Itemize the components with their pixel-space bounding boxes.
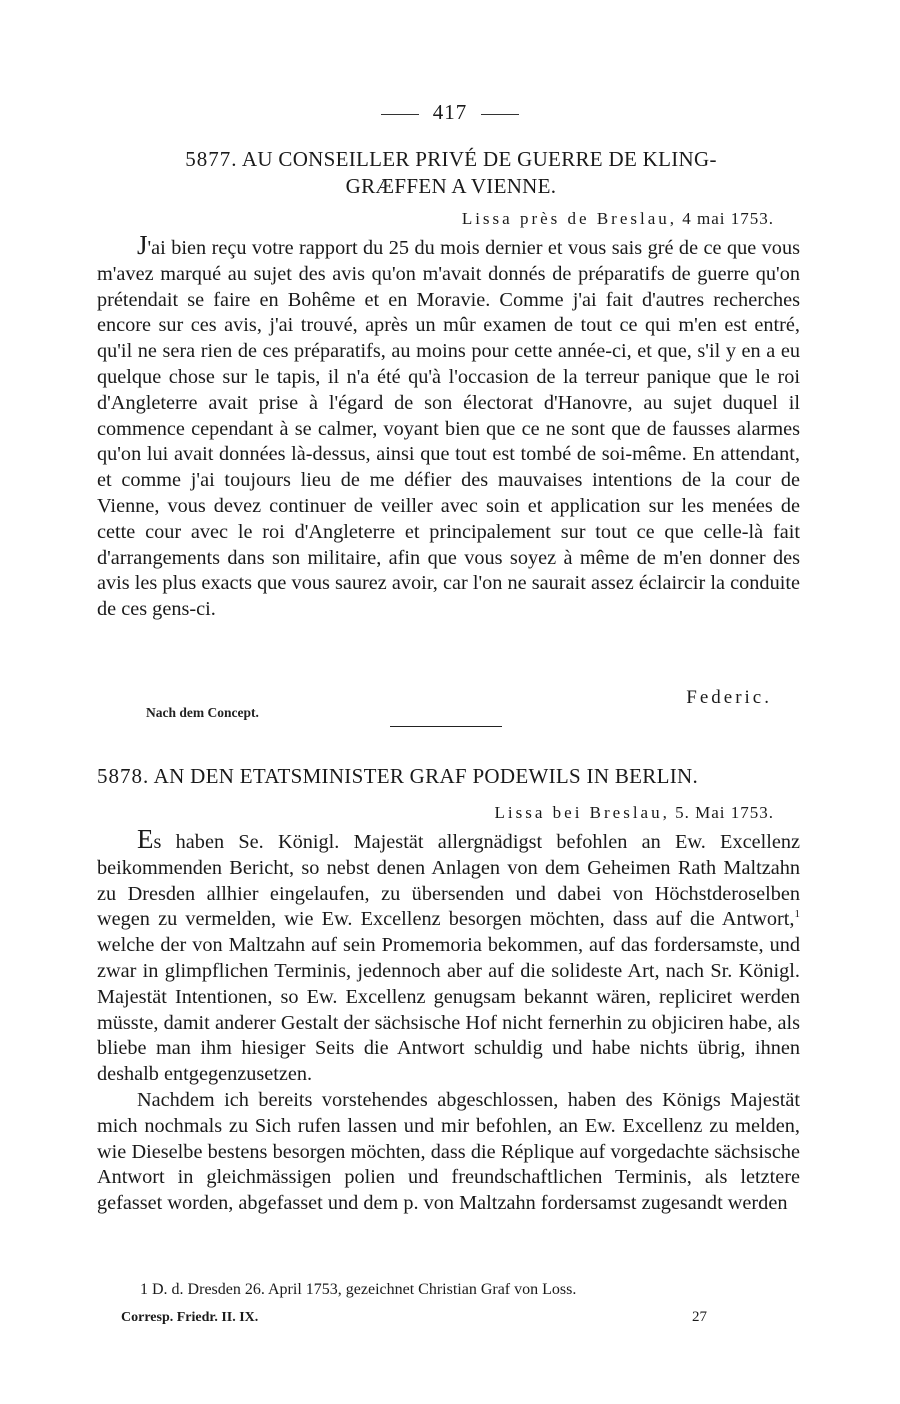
letter2-number: 5878. [97,764,150,788]
page-number-dash-left [381,114,419,115]
page-number-dash-right [481,114,519,115]
letter2-dropcap: E [137,824,154,854]
letter1-source: Nach dem Concept. [146,705,259,720]
letter1-dateline [462,209,774,229]
footnote-mark: 1 [140,1281,148,1298]
footer-series-title: Corresp. Friedr. II. IX. [121,1310,259,1325]
letter2-title: AN DEN ETATSMINISTER GRAF PODEWILS IN BERLIN. [153,764,699,788]
page-number [0,100,900,125]
section-divider [390,726,502,727]
footer-signature-mark: 27 [692,1309,707,1325]
letter1-date: 4 mai 1753. [682,209,774,228]
letter1-title-line1 [96,146,806,173]
letter1-title-first: AU CONSEILLER PRIVÉ DE GUERRE DE KLING- [241,147,717,171]
letter1-signature: Federic. [686,687,772,708]
letter1-heading [96,146,806,200]
letter2-body [97,824,800,1217]
letter1-body [97,230,800,623]
letter2-place: Lissa bei Breslau, [494,803,670,822]
footnote-reference[interactable]: 1 [794,908,800,921]
letter1-text: 'ai bien reçu votre rapport du 25 du mois dernier et vous sais gré de ce que vous m'avez marqué au sujet des avis qu'on m'avait donnés de préparatifs de guerre qu'on prétendait se faire en Bohême et en Moravie. Comme j'ai fait d'autres recherches encore sur ces avis, j'ai trouvé, après un mûr examen de tout ce qui m'en est entré, qu'il ne sera rien de ces préparatifs, au moins pour cette année-ci, et que, s'il y en a eu quelque chose sur le tapis, il n'a été qu'à l'occasion de la terreur panique que le roi d'Angleterre avait prise à l'égard de son électorat d'Hanovre, au sujet duquel il commence cependant à se calmer, voyant bien que ce ne sont que de fausses alarmes qu'on lui avait données là-dessus, ainsi que tout est tombé de soi-même. En attendant, et comme j'ai toujours lieu de me défier des mauvaises intentions de la cour de Vienne, vous devez continuer de veiller avec soin et application sur les menées de cette cour avec le roi d'Angleterre et principalement sur tout ce que celle-là fait d'arrangements dans son militaire, afin que vous soyez à même de m'en donner des avis les plus exacts que vous saurez avoir, car l'on ne saurait assez éclaircir la conduite de ces gens-ci. [97,237,800,621]
footnote-text: D. d. Dresden 26. April 1753, gezeichnet Christian Graf von Loss. [152,1281,577,1298]
letter2-para1-b: welche der von Maltzahn auf sein Promemoria bekommen, auf das fordersamste, und zwar in glimpflichen Terminis, jedennoch aber auf die solideste Art, nach Sr. Königl. Majestät Intentionen, so Ew. Excellenz genugsam bekannt wären, repliciret werden müsste, damit anderer Gestalt der sächsische Hof nicht fernerhin zu objiciren habe, als bliebe man ihm hiesiger Seits die Antwort schuldig und habe nichts übrig, ihnen deshalb entgegenzusetzen. [97,934,800,1086]
letter1-place: Lissa près de Breslau, [461,209,677,228]
letter2-heading [97,763,807,790]
letter1-number: 5877. [185,147,238,171]
letter2-paragraph-1 [97,824,800,1088]
letter1-paragraph [97,230,800,623]
letter1-dropcap: J [137,230,148,260]
footnote [140,1281,576,1299]
letter2-date: 5. Mai 1753. [675,803,774,822]
letter1-title-line2: GRÆFFEN A VIENNE. [345,174,557,198]
page-number-text: 417 [432,100,468,124]
letter2-para1-a: s haben Se. Königl. Majestät allergnädigst befohlen an Ew. Excellenz beikommenden Bericht, so nebst denen Anlagen von dem Geheimen Rath Maltzahn zu Dresden allhier eingelaufen, zu übersenden und dabei von Höchstderoselben wegen zu vermelden, wie Ew. Excellenz besorgen möchten, dass auf die Antwort, [97,831,800,931]
letter2-paragraph-2: Nachdem ich bereits vorstehendes abgeschlossen, haben des Königs Majestät mich nochmals zu Sich rufen lassen und mir befohlen, an Ew. Excellenz zu melden, wie Dieselbe bestens besorgen möchten, dass die Réplique auf vorgedachte sächsische Antwort in gleichmässigen polien und freundschaftlichen Terminis, als letztere gefasset worden, abgefasset und dem p. von Maltzahn fordersamst zugesandt werden [97,1088,800,1215]
letter2-dateline [495,803,774,823]
